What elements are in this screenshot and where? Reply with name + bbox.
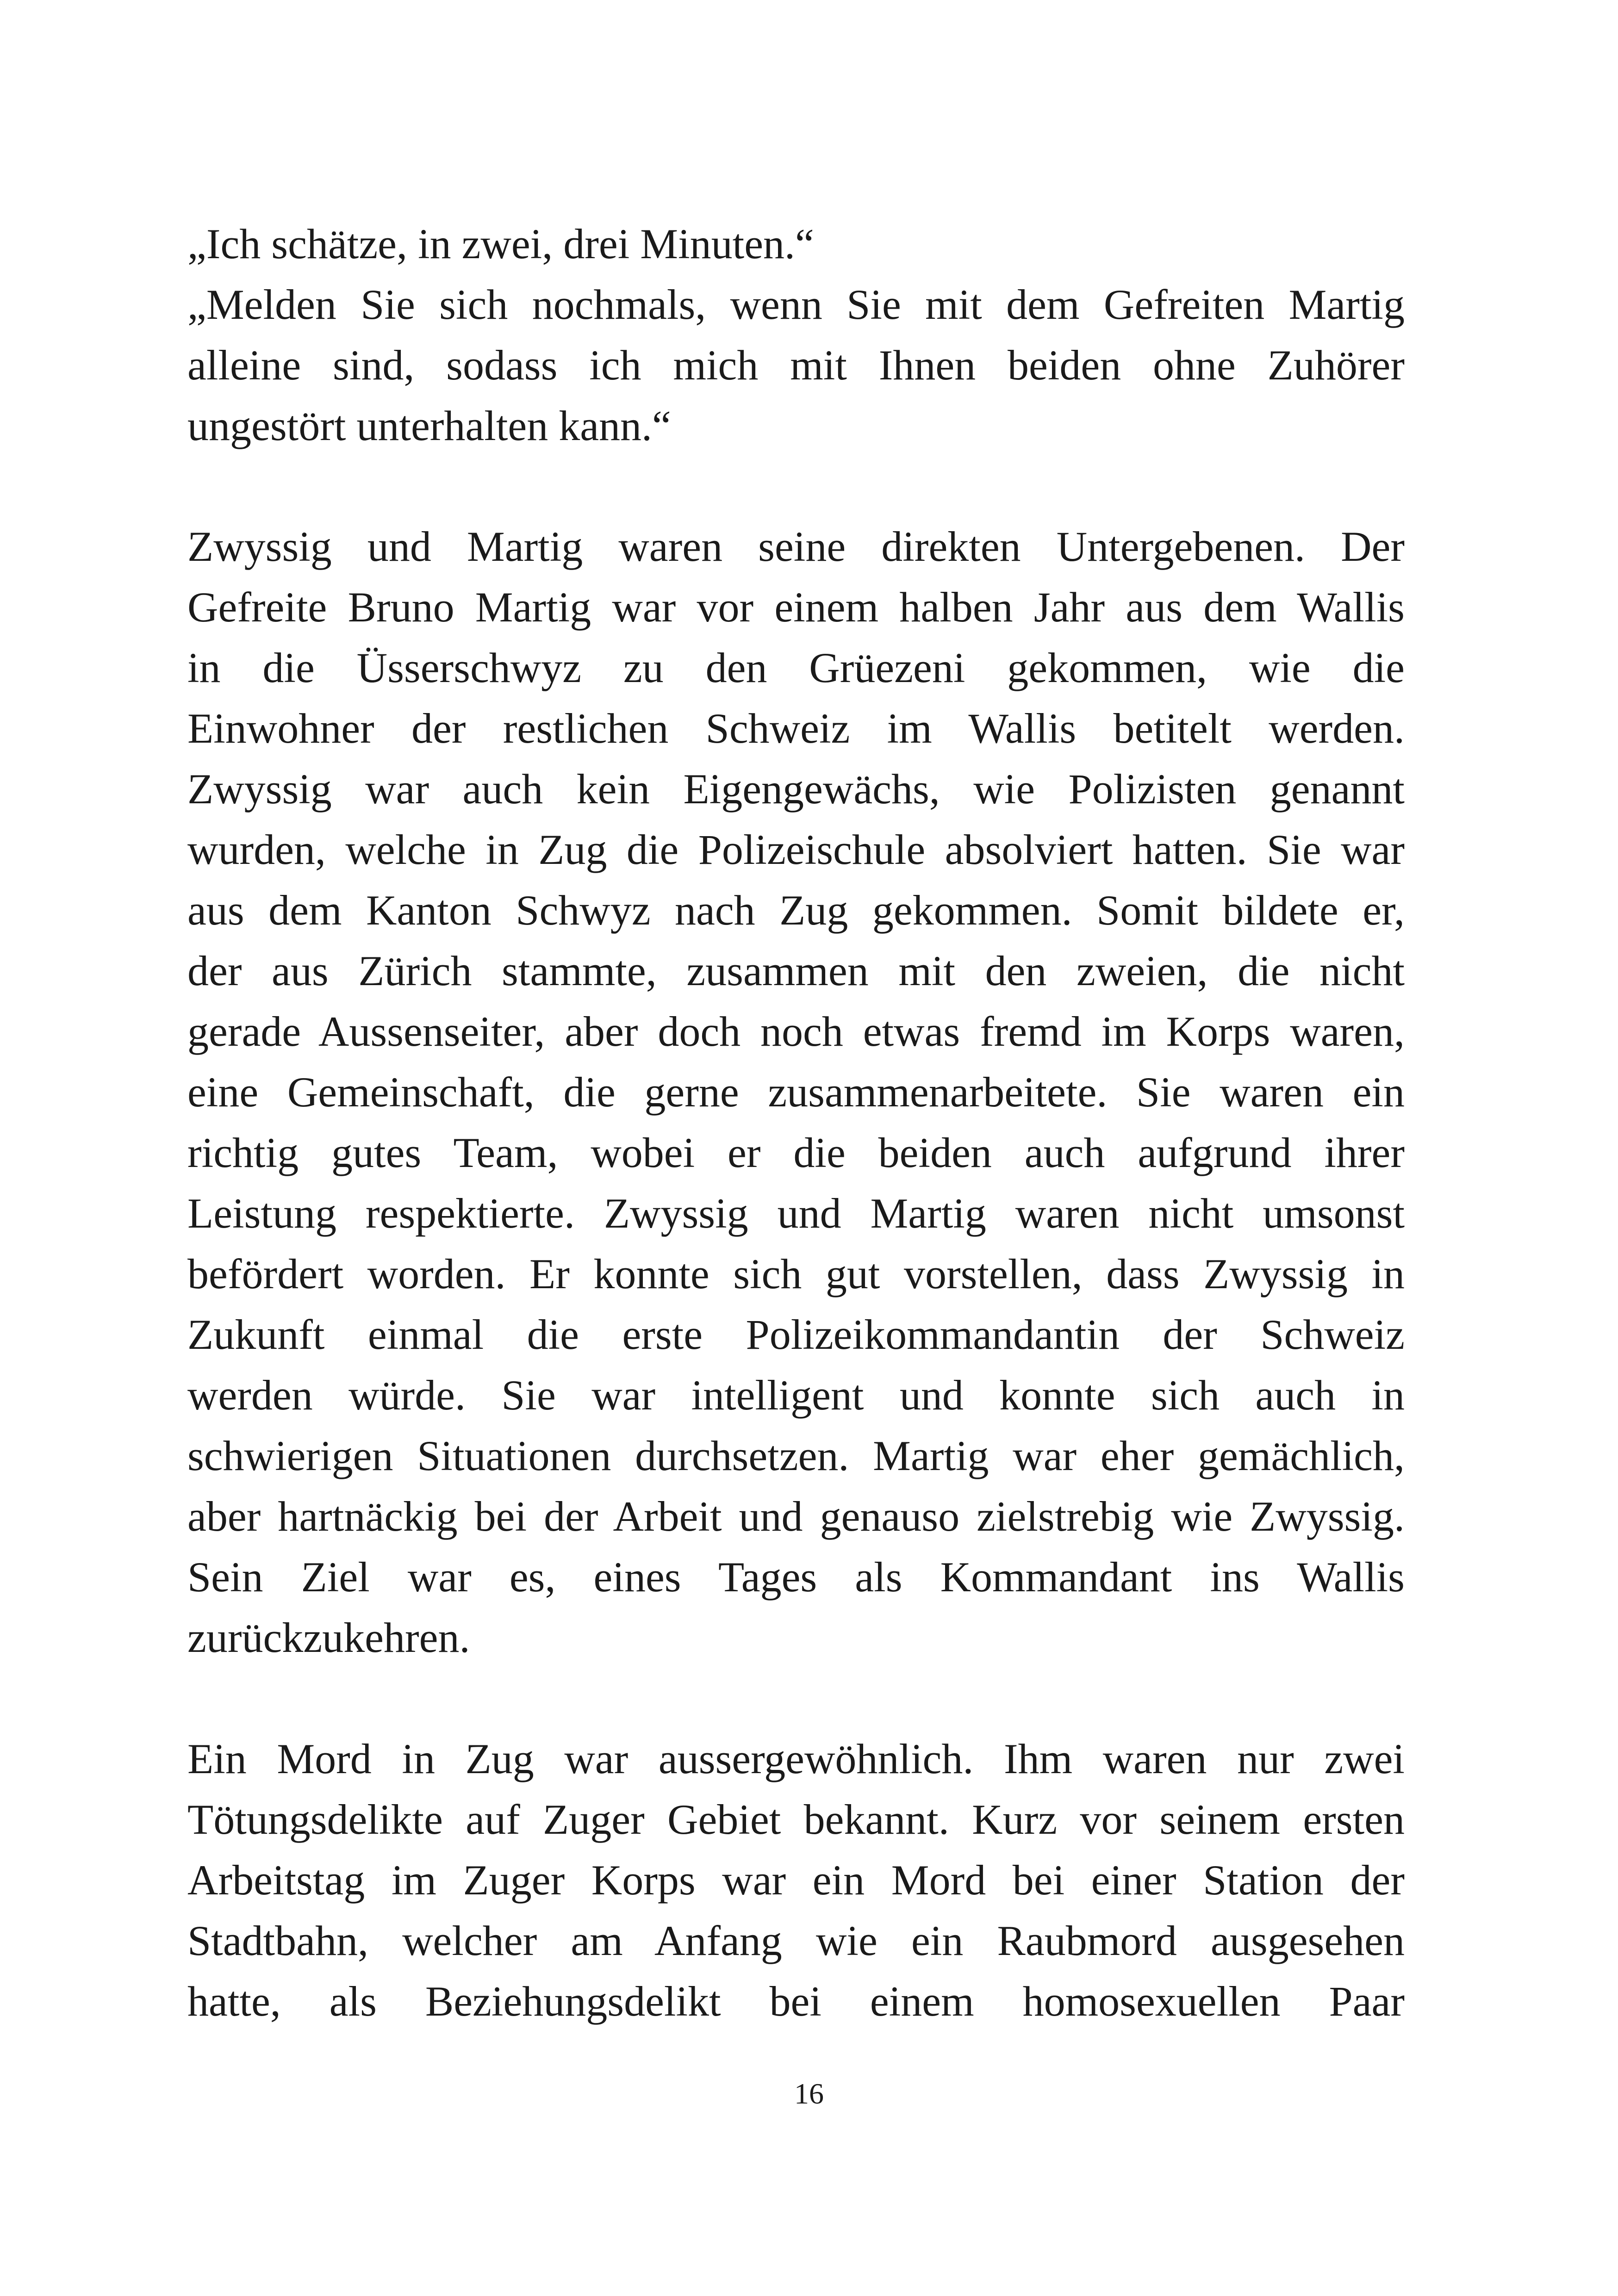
text-line: Stadtbahn, welcher am Anfang wie ein Raubmord ausgesehen [187,1917,1405,1964]
text-line: Ein Mord in Zug war aussergewöhnlich. Ihm waren nur zwei [187,1735,1405,1782]
text-line: Einwohner der restlichen Schweiz im Wallis betitelt werden. [187,705,1405,752]
text-line: Zwyssig und Martig waren seine direkten Untergebenen. Der [187,523,1405,570]
text-line: werden würde. Sie war intelligent und konnte sich auch in [187,1371,1405,1419]
paragraph-murder [187,1729,1405,2032]
text-line: Sein Ziel war es, eines Tages als Kommandant ins Wallis [187,1553,1405,1601]
text-line: „Melden Sie sich nochmals, wenn Sie mit dem Gefreiten Martig [187,281,1405,328]
text-line: „Ich schätze, in zwei, drei Minuten.“ [187,220,814,267]
text-line: alleine sind, sodass ich mich mit Ihnen beiden ohne Zuhörer [187,341,1405,389]
text-line: zurückzukehren. [187,1614,470,1661]
text-line: Zukunft einmal die erste Polizeikommandantin der Schweiz [187,1311,1405,1358]
text-line: Arbeitstag im Zuger Korps war ein Mord bei einer Station der [187,1856,1405,1904]
text-line: gerade Aussenseiter, aber doch noch etwas fremd im Korps waren, [187,1008,1405,1055]
text-line: Tötungsdelikte auf Zuger Gebiet bekannt. Kurz vor seinem ersten [187,1796,1405,1843]
text-line: eine Gemeinschaft, die gerne zusammenarbeitete. Sie waren ein [187,1068,1405,1116]
text-line: Leistung respektierte. Zwyssig und Martig waren nicht umsonst [187,1190,1405,1237]
text-line: befördert worden. Er konnte sich gut vorstellen, dass Zwyssig in [187,1250,1405,1297]
text-line: richtig gutes Team, wobei er die beiden auch aufgrund ihrer [187,1129,1405,1176]
paragraph-colleagues [187,516,1405,1668]
text-line: der aus Zürich stammte, zusammen mit den zweien, die nicht [187,947,1405,994]
text-line: Gefreite Bruno Martig war vor einem halben Jahr aus dem Wallis [187,583,1405,631]
page-number: 16 [794,2077,824,2110]
text-line: schwierigen Situationen durchsetzen. Martig war eher gemächlich, [187,1432,1405,1479]
text-line: Zwyssig war auch kein Eigengewächs, wie Polizisten genannt [187,765,1405,813]
text-line: aus dem Kanton Schwyz nach Zug gekommen. Somit bildete er, [187,887,1405,934]
text-line: hatte, als Beziehungsdelikt bei einem homosexuellen Paar [187,1978,1405,2025]
text-line: aber hartnäckig bei der Arbeit und genauso zielstrebig wie Zwyssig. [187,1493,1405,1540]
text-line: ungestört unterhalten kann.“ [187,402,671,449]
text-line: wurden, welche in Zug die Polizeischule absolviert hatten. Sie war [187,826,1405,873]
text-line: in die Üsserschwyz zu den Grüezeni gekommen, wie die [187,644,1405,691]
paragraph-dialogue [187,214,1405,456]
